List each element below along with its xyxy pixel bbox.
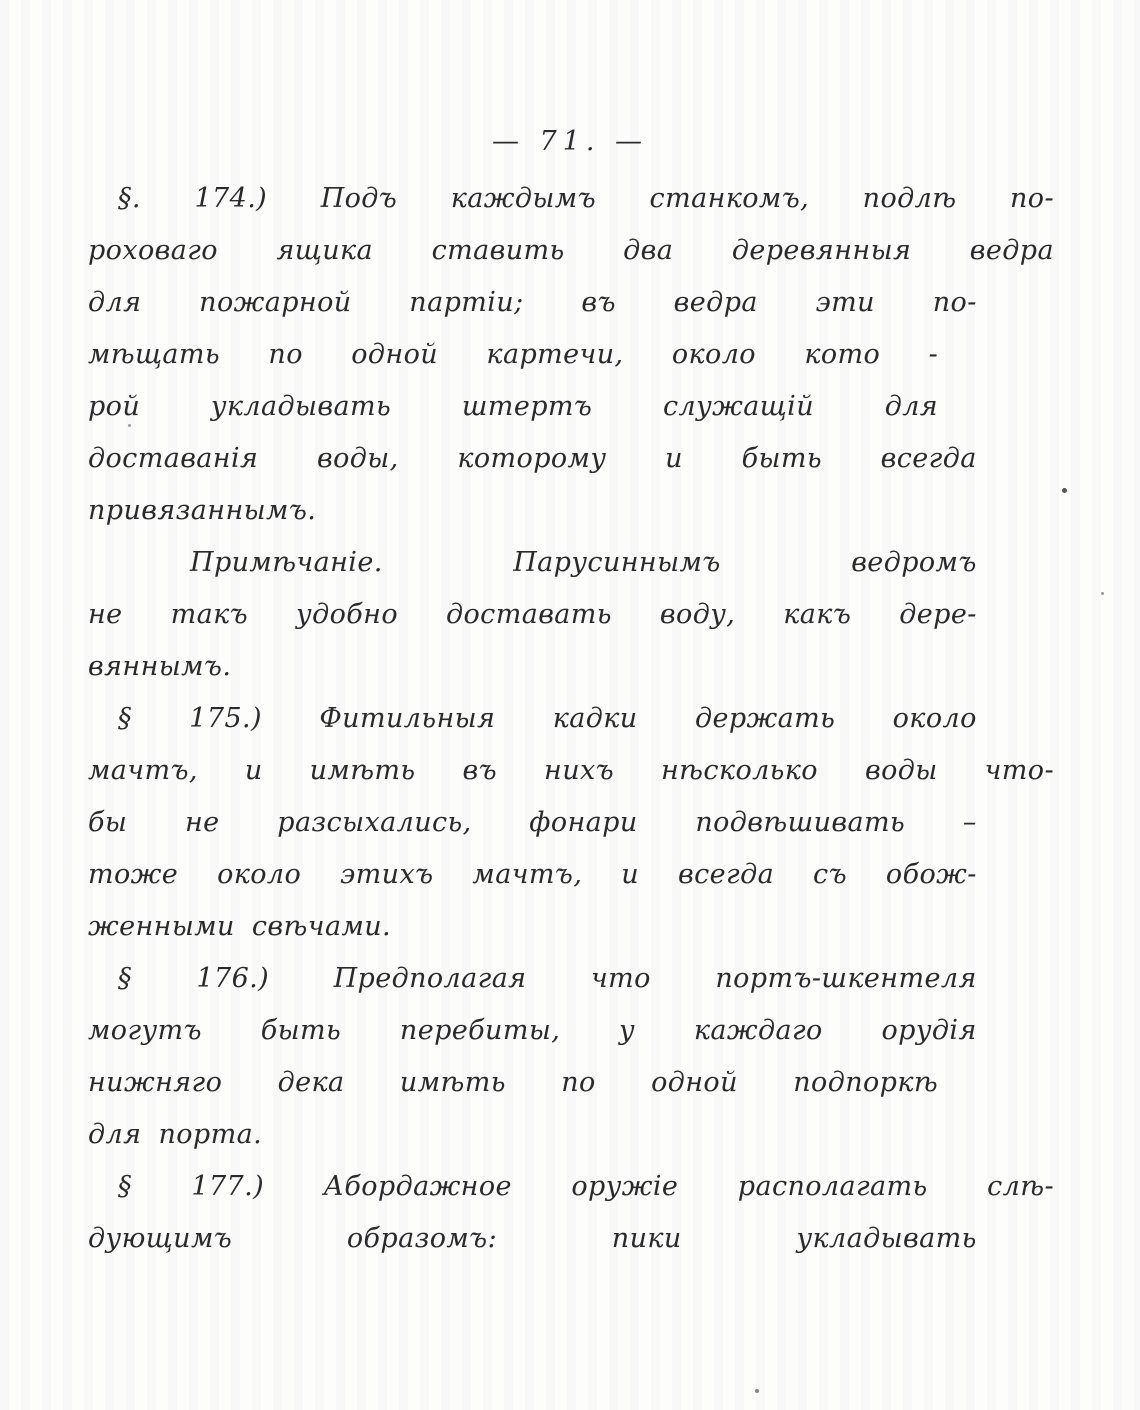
text-line-note-3: вяннымъ. [88, 651, 232, 682]
ink-speck [1062, 488, 1067, 493]
manuscript-text [88, 173, 1054, 1265]
text-line-s174-3: для пожарной партіи; въ ведра эти по- [88, 287, 977, 318]
text-line-s175-2: мачтъ, и имѣть въ нихъ нѣсколько воды что- [88, 755, 1054, 786]
text-line-s174-5: рой укладывать штертъ служащій для [88, 391, 939, 422]
text-line-s174-1: §. 174.) Подъ каждымъ станкомъ, подлѣ по- [118, 183, 1054, 214]
text-line-s176-1: § 176.) Предполагая что портъ-шкентеля [118, 963, 977, 994]
text-line-s174-4: мѣщать по одной картечи, около кото - [88, 339, 939, 370]
text-line-s175-1: § 175.) Фитильныя кадки держать около [118, 703, 977, 734]
text-line-s176-4: для порта. [88, 1119, 263, 1150]
text-line-s177-2: дующимъ образомъ: пики укладывать [88, 1223, 977, 1254]
text-line-s176-2: могутъ быть перебиты, у каждаго орудія [88, 1015, 977, 1046]
text-line-s175-5: женными свѣчами. [88, 911, 391, 942]
text-line-s176-3: нижняго дека имѣть по одной подпоркѣ [88, 1067, 939, 1098]
ink-speck [755, 1389, 759, 1393]
page-number: — 71. — [491, 126, 649, 157]
text-line-note-1: Примѣчаніе. Парусиннымъ ведромъ [190, 547, 977, 578]
text-line-s174-7: привязаннымъ. [88, 495, 317, 526]
text-line-s175-4: тоже около этихъ мачтъ, и всегда съ обож- [88, 859, 977, 890]
text-line-s174-2: роховаго ящика ставить два деревянныя ведра [88, 235, 1054, 266]
text-line-s177-1: § 177.) Абордажное оружіе располагать слѣ- [118, 1171, 1054, 1202]
ink-speck [128, 424, 131, 427]
ink-speck [1101, 592, 1104, 595]
text-line-s174-6: доставанія воды, которому и быть всегда [88, 443, 977, 474]
text-line-note-2: не такъ удобно доставать воду, какъ дере- [88, 599, 977, 630]
text-line-s175-3: бы не разсыхались, фонари подвѣшивать – [88, 807, 977, 838]
